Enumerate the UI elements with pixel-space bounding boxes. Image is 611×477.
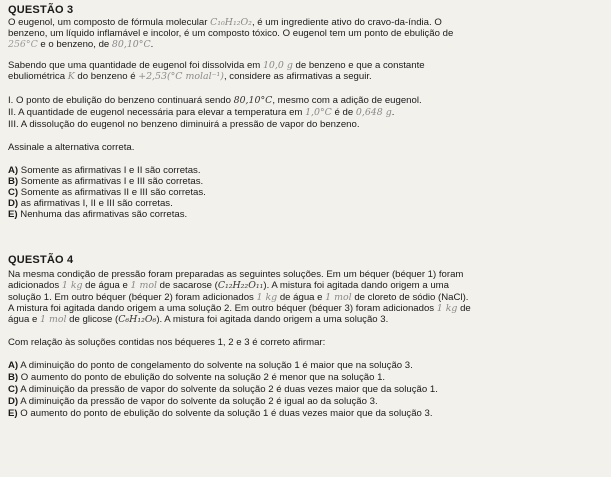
q3-paragraph-2-line-2: ebuliométrica K do benzeno é +2,53(°C molal⁻¹), considere as afirmativas a seguir.: [8, 71, 372, 82]
q4-option-c[interactable]: C) A diminuição da pressão de vapor do solvente da solução 2 é duas vezes maior que da solução 1.: [8, 384, 438, 395]
q4-line-5: água e 1 mol de glicose (C₆H₁₂O₆). A mistura foi agitada dando origem a uma solução 3.: [8, 314, 389, 325]
q3-option-c[interactable]: C) Somente as afirmativas II e III são corretas.: [8, 187, 206, 198]
q4-line-2: adicionados 1 kg de água e 1 mol de sacarose (C₁₂H₂₂O₁₁). A mistura foi agitada dando origem a uma: [8, 280, 449, 291]
statement-2: II. A quantidade de eugenol necessária para elevar a temperatura em 1,0°C é de 0,648 g.: [8, 107, 395, 118]
q4-option-d[interactable]: D) A diminuição da pressão de vapor do solvente da solução 2 é igual ao da solução 3.: [8, 396, 378, 407]
eugenol-formula: C₁₀H₁₂O₂: [210, 17, 252, 28]
q3-option-b[interactable]: B) Somente as afirmativas I e III são corretas.: [8, 176, 204, 187]
q3-paragraph-1-line-1: O eugenol, um composto de fórmula molecular C₁₀H₁₂O₂, é um ingrediente ativo do cravo-da-índia. O: [8, 17, 442, 28]
q4-option-b[interactable]: B) O aumento do ponto de ebulição do solvente na solução 2 é menor que na solução 1.: [8, 372, 386, 383]
question-4-title: QUESTÃO 4: [8, 254, 74, 266]
q3-option-a[interactable]: A) Somente as afirmativas I e II são corretas.: [8, 165, 201, 176]
question-3-title: QUESTÃO 3: [8, 4, 74, 16]
q3-option-d[interactable]: D) as afirmativas I, II e III são corretas.: [8, 198, 173, 209]
q4-prompt: Com relação às soluções contidas nos béqueres 1, 2 e 3 é correto afirmar:: [8, 337, 326, 348]
q4-line-4: A mistura foi agitada dando origem a uma solução 2. Em outro béquer (béquer 3) foram adicionados 1 kg de: [8, 303, 471, 314]
q3-paragraph-1-line-3: 256°C e o benzeno, de 80,10°C.: [8, 39, 154, 50]
q3-paragraph-1-line-2: benzeno, um líquido inflamável e incolor, é um composto tóxico. O eugenol tem um ponto de ebulição de: [8, 28, 454, 39]
q4-line-1: Na mesma condição de pressão foram preparadas as seguintes soluções. Em um béquer (béquer 1) foram: [8, 269, 464, 280]
q3-instruction: Assinale a alternativa correta.: [8, 142, 135, 153]
q3-option-e[interactable]: E) Nenhuma das afirmativas são corretas.: [8, 209, 188, 220]
statement-1: I. O ponto de ebulição do benzeno continuará sendo 80,10°C, mesmo com a adição de eugenol.: [8, 95, 422, 106]
q3-paragraph-2-line-1: Sabendo que uma quantidade de eugenol foi dissolvida em 10,0 g de benzeno e que a constante: [8, 60, 425, 71]
q4-option-e[interactable]: E) O aumento do ponto de ebulição do solvente da solução 1 é duas vezes maior que da solução 3.: [8, 408, 433, 419]
statement-3: III. A dissolução do eugenol no benzeno diminuirá a pressão de vapor do benzeno.: [8, 119, 360, 130]
q4-option-a[interactable]: A) A diminuição do ponto de congelamento do solvente na solução 1 é maior que na solução 3.: [8, 360, 413, 371]
q4-line-3: solução 1. Em outro béquer (béquer 2) foram adicionados 1 kg de água e 1 mol de cloreto de sódio (NaCl).: [8, 292, 469, 303]
